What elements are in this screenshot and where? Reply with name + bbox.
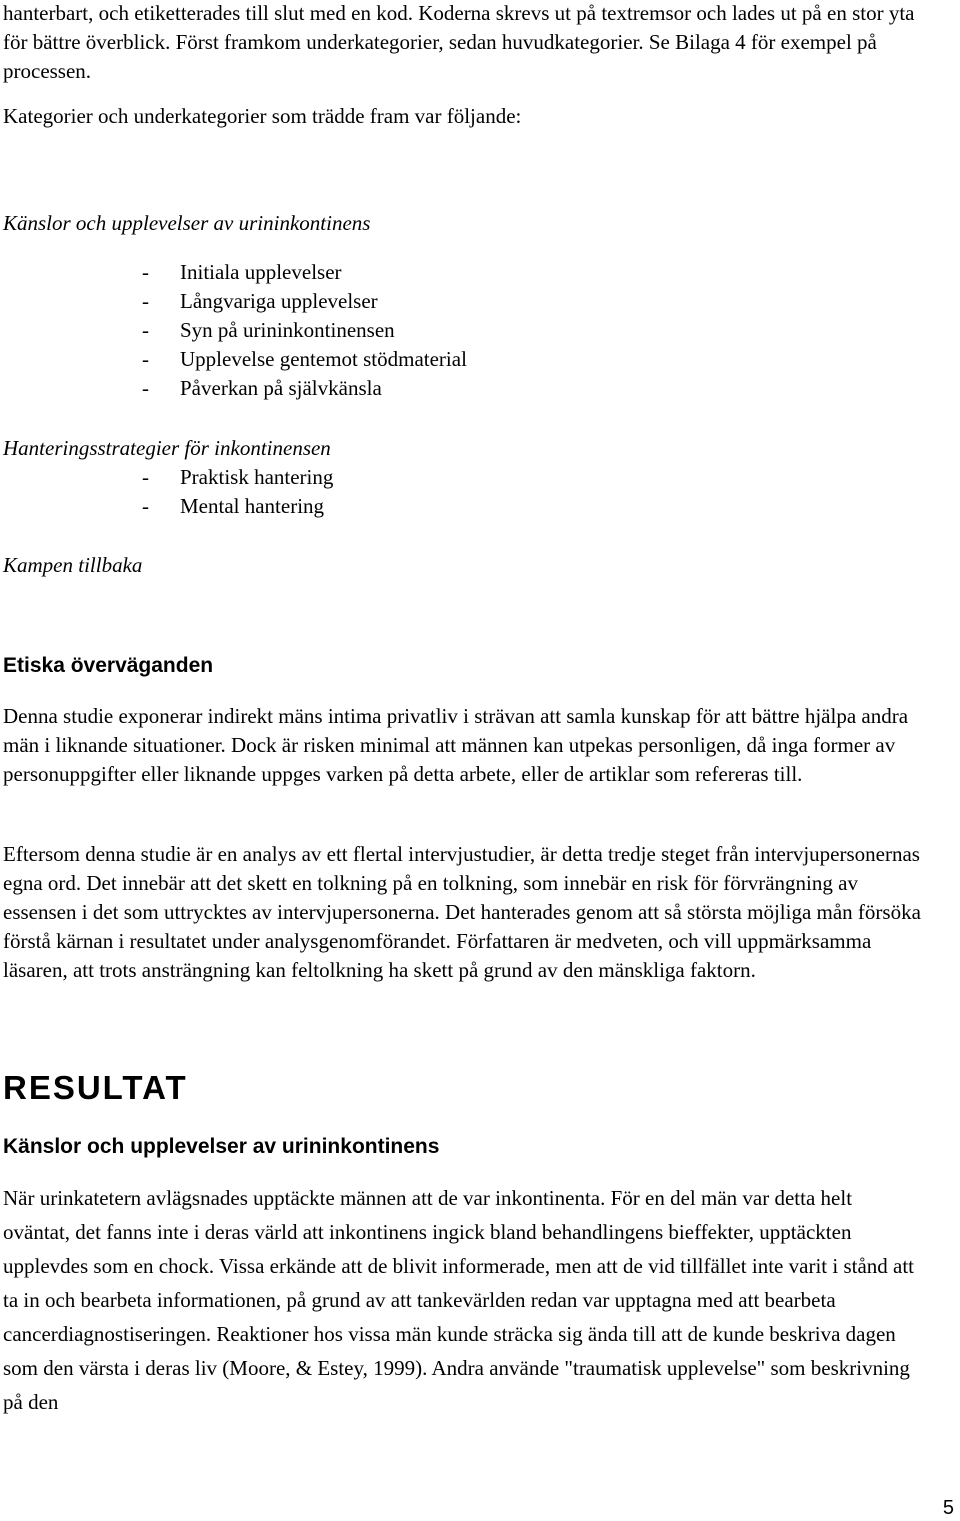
category-2-list bbox=[140, 463, 333, 521]
results-heading: RESULTAT bbox=[3, 1069, 188, 1106]
list-item: - Praktisk hantering bbox=[142, 465, 334, 489]
category-1-list bbox=[140, 258, 467, 403]
category-title-3: Kampen tillbaka bbox=[3, 553, 143, 577]
category-title-2: Hanteringsstrategier för inkontinensen bbox=[3, 436, 331, 460]
list-item: - Mental hantering bbox=[142, 494, 325, 518]
list-item: - Påverkan på självkänsla bbox=[142, 376, 382, 400]
results-subheading: Känslor och upplevelser av urininkontinens bbox=[3, 1135, 440, 1158]
categories-intro: Kategorier och underkategorier som trädde fram var följande: bbox=[3, 104, 522, 128]
ethics-heading: Etiska överväganden bbox=[3, 654, 214, 677]
ethics-paragraph-2: Eftersom denna studie är en analys av ett flertal intervjustudier, är detta tredje steget från intervjupersonernas egna ord. Det innebär att det skett en tolkning på en tolkning, som innebär en risk för förvrängning av essensen i det som uttrycktes av intervjupersonerna. Det hanterades genom att så största möjliga mån försöka förstå kärnan i resultatet under analysgenomförandet. Författaren är medveten, och vill uppmärksamma läsaren, att trots ansträngning kan feltolkning ha skett på grund av den mänskliga faktorn. bbox=[3, 842, 921, 982]
ethics-paragraph-1: Denna studie exponerar indirekt mäns intima privatliv i strävan att samla kunskap för att bättre hjälpa andra män i liknande situationer. Dock är risken minimal att männen kan utpekas personligen, då inga former av personuppgifter eller liknande uppges varken på detta arbete, eller de artiklar som refereras till. bbox=[3, 704, 909, 786]
list-item: - Långvariga upplevelser bbox=[142, 289, 378, 313]
category-title-1: Känslor och upplevelser av urininkontinens bbox=[3, 211, 371, 235]
page-number: 5 bbox=[942, 1497, 954, 1519]
list-item: - Upplevelse gentemot stödmaterial bbox=[142, 347, 467, 371]
results-paragraph: När urinkatetern avlägsnades upptäckte männen att de var inkontinenta. För en del män var detta helt oväntat, det fanns inte i deras värld att inkontinens ingick bland behandlingens bieffekter, upptäckten upplevdes som en chock. Vissa erkände att de blivit informerade, men att de vid tillfället inte varit i stånd att ta in och bearbeta informationen, på grund av att tankevärlden redan var upptagna med att bearbeta cancerdiagnostiseringen. Reaktioner hos vissa män kunde sträcka sig ända till att de kunde beskriva dagen som den värsta i deras liv (Moore, & Estey, 1999). Andra använde "traumatisk upplevelse" som beskrivning på den bbox=[3, 1186, 915, 1414]
list-item: - Syn på urininkontinensen bbox=[142, 318, 395, 342]
intro-paragraph: hanterbart, och etiketterades till slut med en kod. Koderna skrevs ut på textremsor och lades ut på en stor yta för bättre överblick. Först framkom underkategorier, sedan huvudkategorier. Se Bilaga 4 för exempel på processen. bbox=[3, 1, 915, 83]
list-item: - Initiala upplevelser bbox=[142, 260, 342, 284]
